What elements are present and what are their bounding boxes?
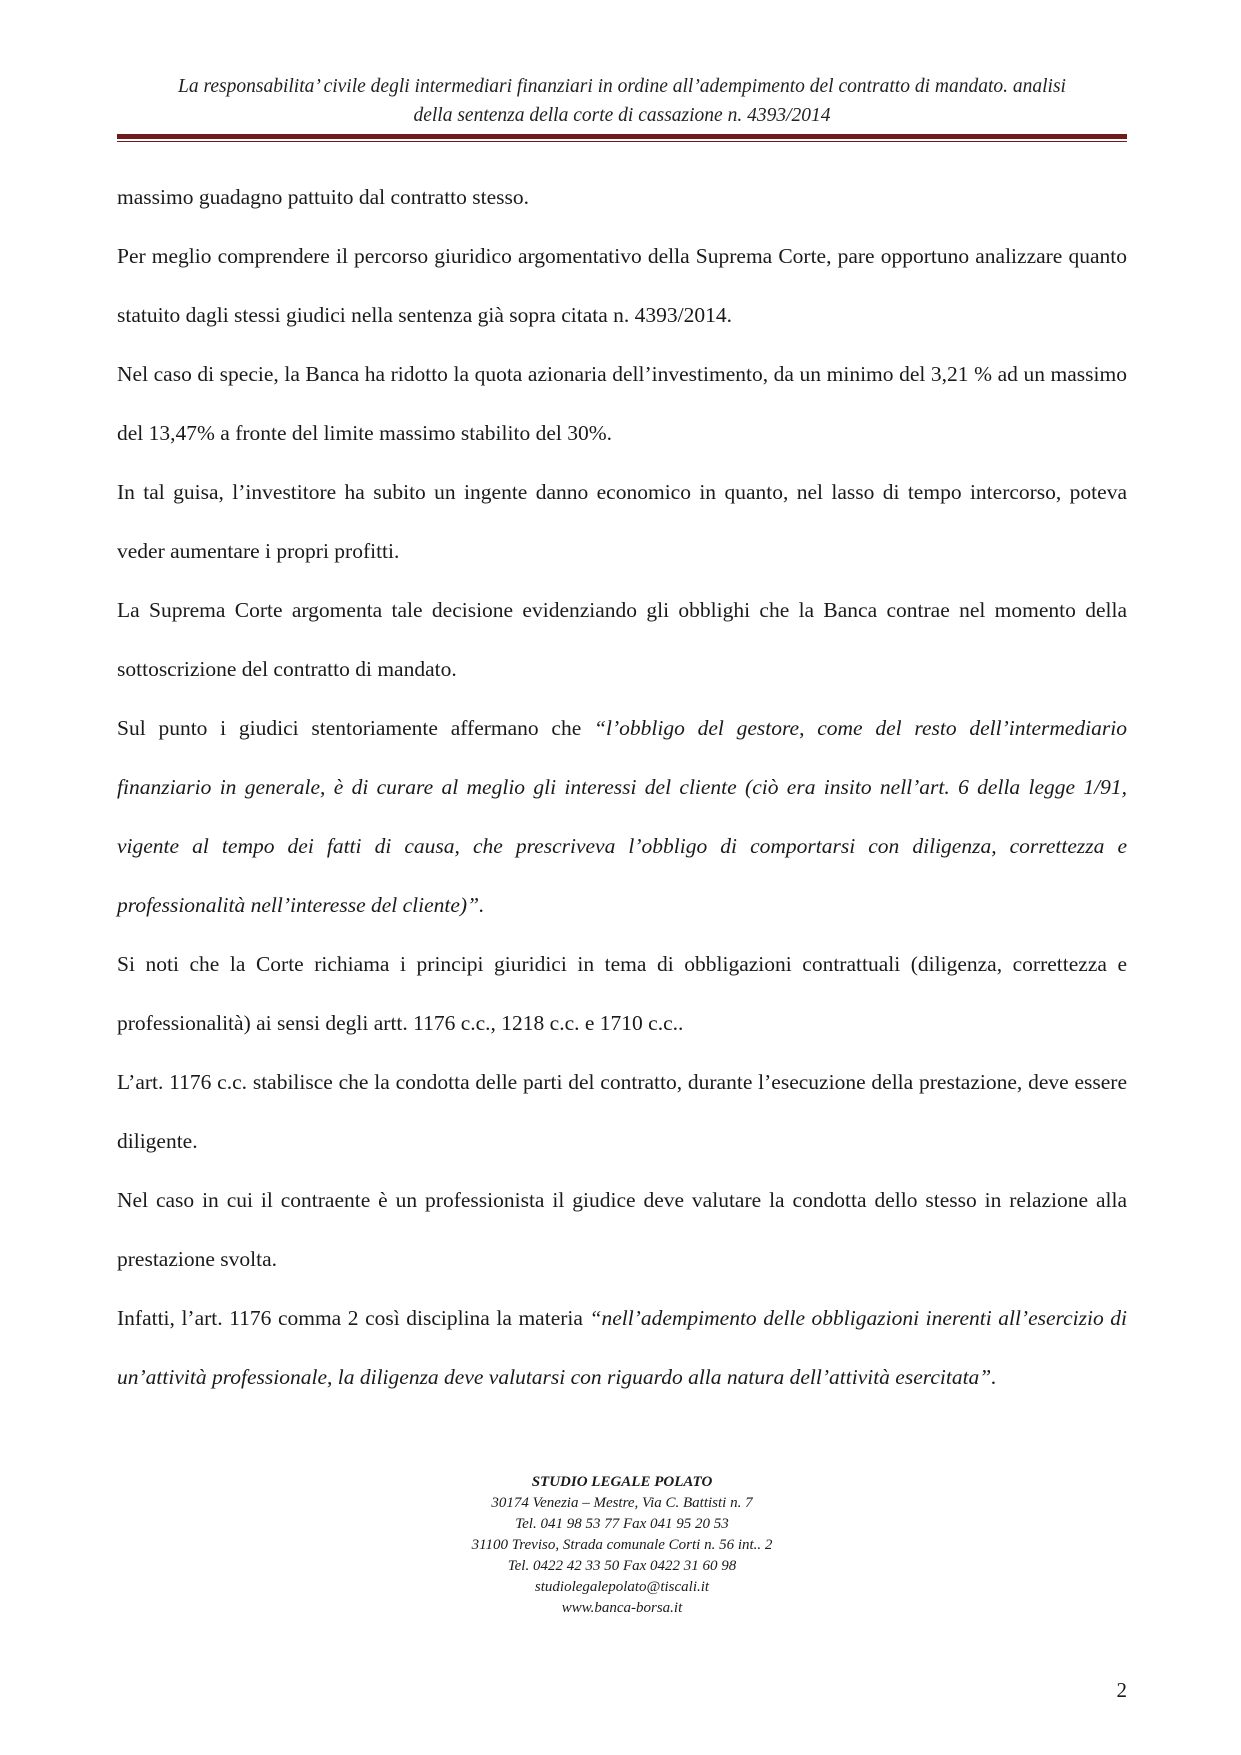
paragraph-10-lead: Infatti, l’art. 1176 comma 2 così disciplina la materia: [117, 1306, 590, 1330]
footer-website: www.banca-borsa.it: [561, 1600, 683, 1616]
running-header: [117, 72, 1127, 130]
body-text: [117, 168, 1127, 1407]
paragraph-6: [117, 699, 1127, 935]
paragraph-6-lead: Sul punto i giudici stentoriamente affermano che: [117, 716, 595, 740]
paragraph-1: massimo guadagno pattuito dal contratto stesso.: [117, 185, 530, 209]
paragraph-5: La Suprema Corte argomenta tale decisione evidenziando gli obblighi che la Banca contrae nel momento della sottoscrizione del contratto di mandato.: [117, 598, 1127, 681]
header-title-line-1: La responsabilita’ civile degli intermediari finanziari in ordine all’adempimento del contratto di mandato. analisi: [178, 76, 1066, 97]
header-title-line-2: della sentenza della corte di cassazione n. 4393/2014: [413, 105, 831, 126]
paragraph-10: [117, 1289, 1127, 1407]
paragraph-2: Per meglio comprendere il percorso giuridico argomentativo della Suprema Corte, pare opportuno analizzare quanto statuito dagli stessi giudici nella sentenza già sopra citata n. 4393/2014.: [117, 244, 1127, 327]
page-number: 2: [1116, 1678, 1127, 1702]
footer-email: studiolegalepolato@tiscali.it: [534, 1579, 710, 1595]
footer-address-treviso: 31100 Treviso, Strada comunale Corti n. 56 int.. 2: [471, 1537, 773, 1553]
footer-phone-treviso: Tel. 0422 42 33 50 Fax 0422 31 60 98: [507, 1558, 737, 1574]
footer-address-venezia: 30174 Venezia – Mestre, Via C. Battisti n. 7: [491, 1495, 753, 1511]
paragraph-6-quote: “l’obbligo del gestore, come del resto dell’intermediario finanziario in generale, è di curare al meglio gli interessi del cliente (ciò era insito nell’art. 6 della legge 1/91, vigente al tempo dei fatti di causa, che prescriveva l’obbligo di comportarsi con diligenza, correttezza e professionalità nell’interesse del cliente)”.: [117, 716, 1127, 917]
paragraph-7: Si noti che la Corte richiama i principi giuridici in tema di obbligazioni contrattuali (diligenza, correttezza e professionalità) ai sensi degli artt. 1176 c.c., 1218 c.c. e 1710 c.c..: [117, 952, 1127, 1035]
page-footer: [117, 1472, 1127, 1619]
paragraph-10-quote: “nell’adempimento delle obbligazioni inerenti all’esercizio di un’attività professionale, la diligenza deve valutarsi con riguardo alla natura dell’attività esercitata”.: [117, 1306, 1127, 1389]
footer-firm-name: STUDIO LEGALE POLATO: [531, 1474, 713, 1490]
paragraph-9: Nel caso in cui il contraente è un professionista il giudice deve valutare la condotta dello stesso in relazione alla prestazione svolta.: [117, 1188, 1127, 1271]
paragraph-3: Nel caso di specie, la Banca ha ridotto la quota azionaria dell’investimento, da un minimo del 3,21 % ad un massimo del 13,47% a fronte del limite massimo stabilito del 30%.: [117, 362, 1127, 445]
footer-phone-venezia: Tel. 041 98 53 77 Fax 041 95 20 53: [515, 1516, 729, 1532]
paragraph-8: L’art. 1176 c.c. stabilisce che la condotta delle parti del contratto, durante l’esecuzione della prestazione, deve essere diligente.: [117, 1070, 1127, 1153]
header-divider-thin: [117, 141, 1127, 142]
header-divider-thick: [117, 134, 1127, 139]
paragraph-4: In tal guisa, l’investitore ha subito un ingente danno economico in quanto, nel lasso di tempo intercorso, poteva veder aumentare i propri profitti.: [117, 480, 1127, 563]
